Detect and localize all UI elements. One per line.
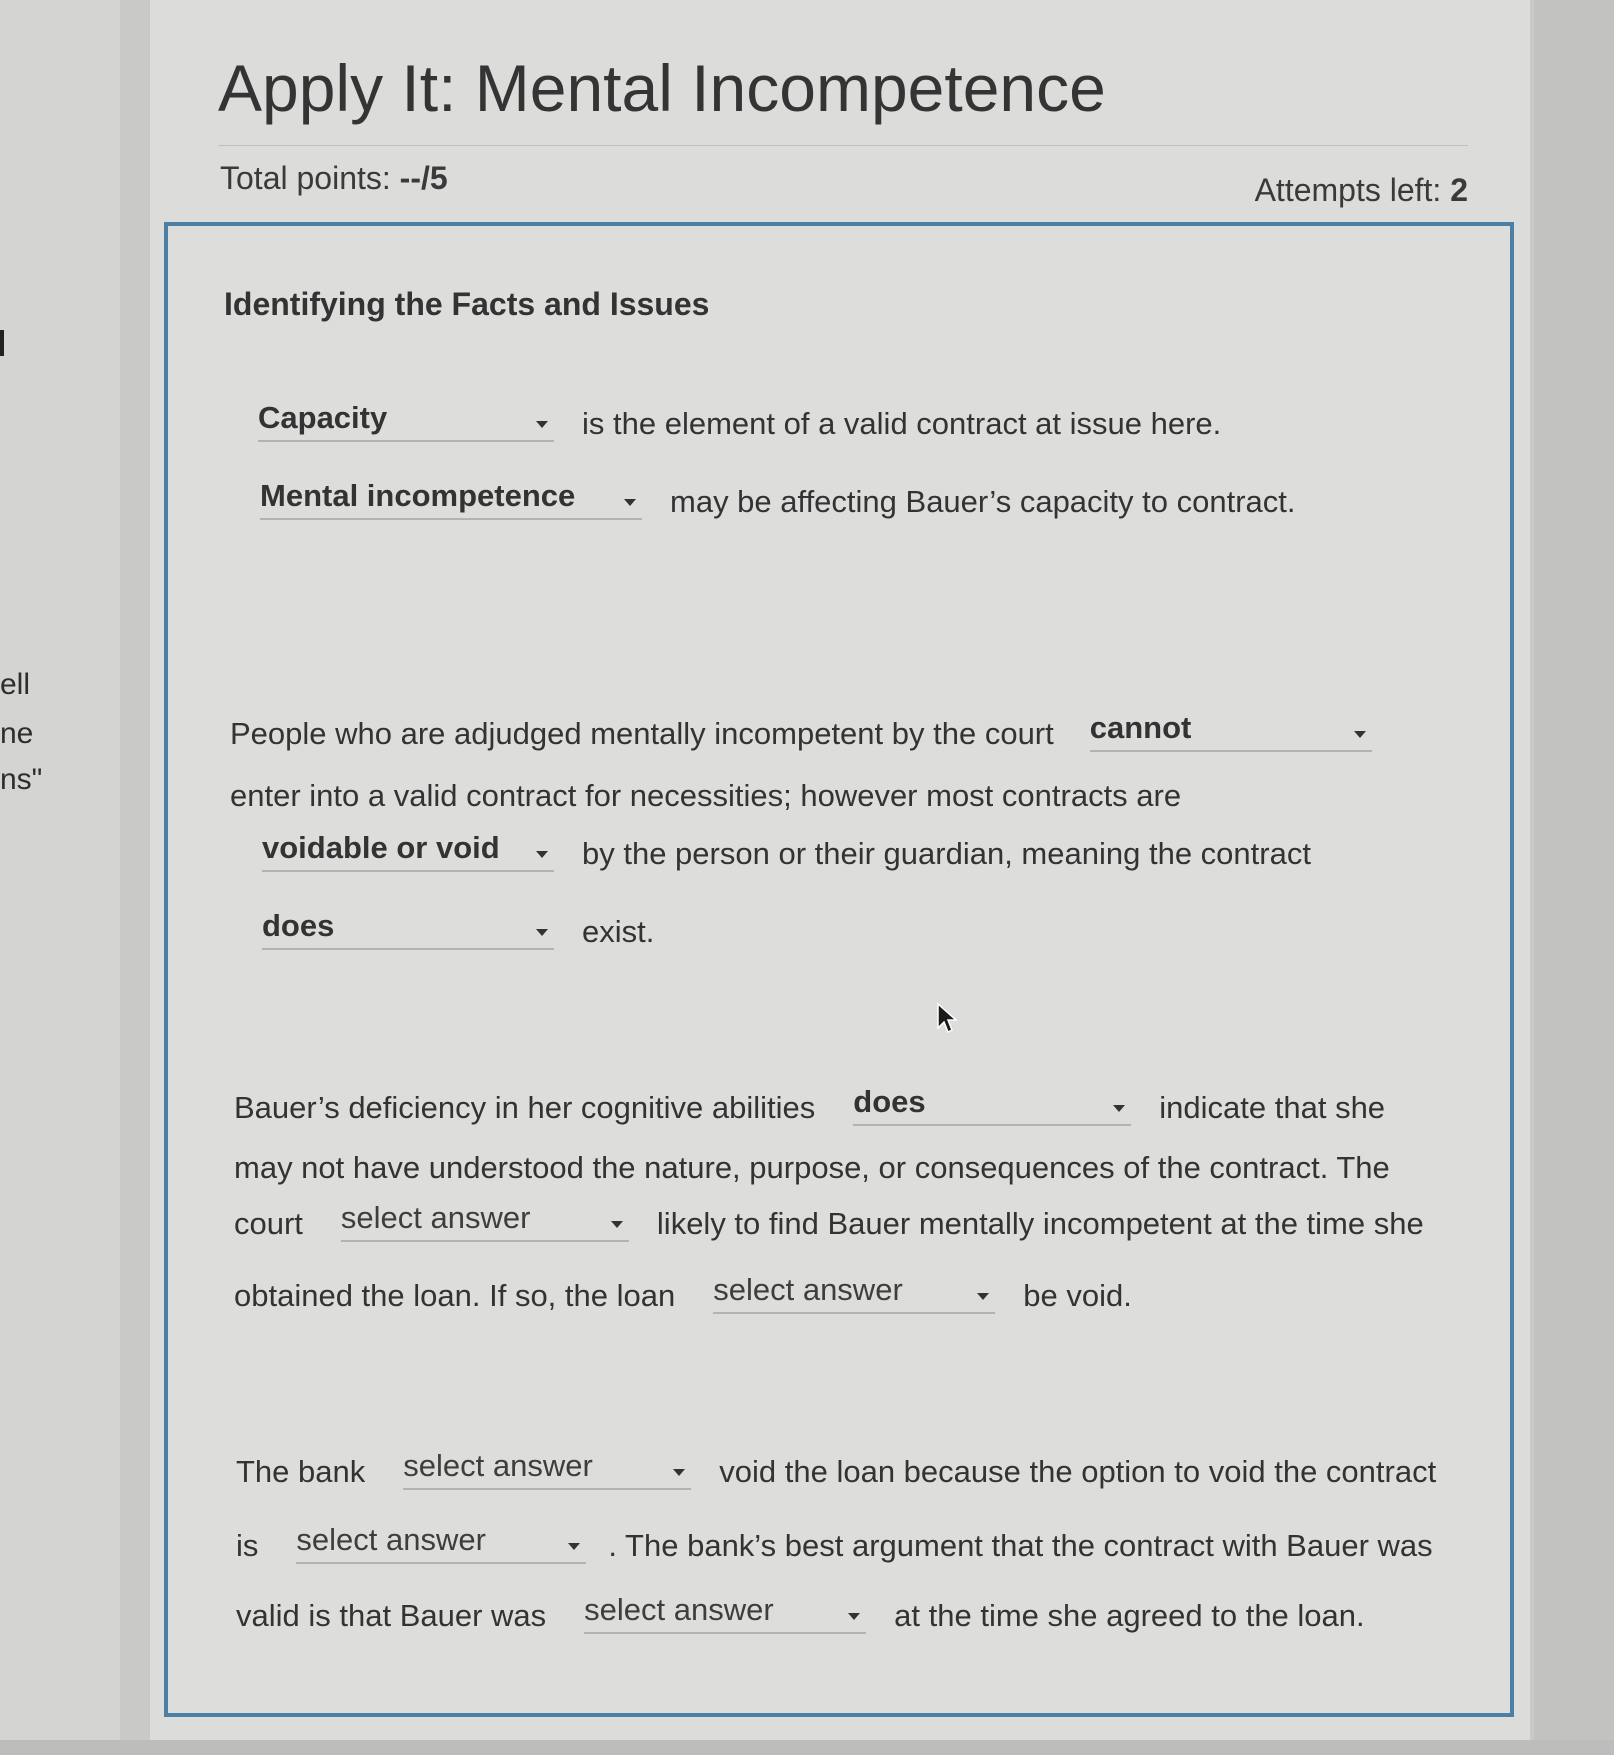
sentence-line bbox=[262, 902, 654, 950]
bauer-state-dropdown[interactable] bbox=[584, 1592, 866, 1634]
chevron-down-icon bbox=[611, 1221, 623, 1228]
sentence-line bbox=[258, 394, 1221, 442]
background-bottom-edge bbox=[0, 1740, 1614, 1755]
dropdown-value: cannot bbox=[1089, 710, 1192, 745]
dropdown-value: select answer bbox=[584, 1592, 774, 1627]
chevron-down-icon bbox=[568, 1543, 580, 1550]
dropdown-value: does bbox=[853, 1084, 926, 1119]
sentence-line bbox=[234, 1194, 1424, 1242]
dropdown-value: does bbox=[262, 908, 335, 943]
cognitive-dropdown[interactable] bbox=[853, 1084, 1131, 1126]
sentence-text: may not have understood the nature, purpose, or consequences of the contract. The bbox=[234, 1150, 1390, 1185]
sentence-text: at the time she agreed to the loan. bbox=[894, 1598, 1365, 1633]
dropdown-value: select answer bbox=[340, 1200, 531, 1235]
chevron-down-icon bbox=[848, 1613, 860, 1620]
chevron-down-icon bbox=[536, 421, 548, 428]
sentence-text: Bauer’s deficiency in her cognitive abilities bbox=[234, 1090, 816, 1125]
sentence-text: . The bank’s best argument that the contract with Bauer was bbox=[608, 1528, 1433, 1563]
section-heading: Identifying the Facts and Issues bbox=[224, 286, 710, 322]
sentence-line bbox=[230, 766, 1181, 814]
loan-void-dropdown[interactable] bbox=[713, 1272, 995, 1314]
total-points-value: --/5 bbox=[399, 160, 448, 196]
attempts-value: 2 bbox=[1450, 172, 1468, 208]
adjudged-dropdown[interactable] bbox=[1090, 710, 1372, 752]
question-page bbox=[150, 0, 1530, 1755]
chevron-down-icon bbox=[1354, 731, 1366, 738]
question-box bbox=[164, 222, 1514, 1717]
left-text-fragment: ns" bbox=[0, 763, 43, 796]
sentence-text: be void. bbox=[1023, 1278, 1132, 1313]
mouse-cursor-icon bbox=[936, 1002, 958, 1034]
sentence-text: exist. bbox=[582, 914, 655, 949]
issue-dropdown[interactable] bbox=[260, 478, 642, 520]
sentence-text: may be affecting Bauer’s capacity to contract. bbox=[670, 484, 1296, 519]
sentence-text: is bbox=[236, 1528, 259, 1563]
sentence-text: indicate that she bbox=[1159, 1090, 1386, 1125]
sentence-text: The bank bbox=[236, 1454, 366, 1489]
dropdown-value: voidable or void bbox=[262, 830, 500, 865]
element-dropdown[interactable] bbox=[258, 400, 554, 442]
sentence-text: is the element of a valid contract at issue here. bbox=[582, 406, 1222, 441]
option-holder-dropdown[interactable] bbox=[296, 1522, 586, 1564]
sentence-line bbox=[236, 1586, 1365, 1634]
dropdown-value: select answer bbox=[296, 1522, 486, 1557]
sentence-line bbox=[230, 704, 1372, 752]
contract-status-dropdown[interactable] bbox=[262, 830, 554, 872]
background-right-panel bbox=[1534, 0, 1614, 1755]
sentence-text: court bbox=[234, 1206, 303, 1241]
sentence-text: People who are adjudged mentally incompetent by the court bbox=[230, 716, 1054, 751]
bank-void-dropdown[interactable] bbox=[403, 1448, 691, 1490]
background-left-panel bbox=[0, 0, 120, 1755]
title-divider bbox=[218, 145, 1468, 146]
page-title: Apply It: Mental Incompetence bbox=[218, 51, 1106, 125]
left-text-fragment: ne bbox=[0, 717, 34, 750]
sentence-text: enter into a valid contract for necessities; however most contracts are bbox=[230, 778, 1182, 813]
sentence-line bbox=[260, 472, 1296, 520]
dropdown-value: select answer bbox=[713, 1272, 903, 1307]
sentence-text: void the loan because the option to void the contract bbox=[719, 1454, 1437, 1489]
chevron-down-icon bbox=[624, 499, 636, 506]
sentence-line bbox=[234, 1138, 1390, 1186]
chevron-down-icon bbox=[536, 851, 548, 858]
attempts-label: Attempts left: bbox=[1254, 172, 1442, 208]
total-points-label: Total points: bbox=[220, 160, 391, 196]
sentence-text: likely to find Bauer mentally incompetent at the time she bbox=[656, 1206, 1424, 1241]
total-points bbox=[220, 160, 448, 197]
sentence-line bbox=[236, 1516, 1433, 1564]
sentence-line bbox=[234, 1078, 1385, 1126]
dropdown-value: select answer bbox=[403, 1448, 593, 1483]
attempts-left bbox=[1255, 172, 1468, 209]
sentence-line bbox=[234, 1266, 1132, 1314]
chevron-down-icon bbox=[977, 1293, 989, 1300]
left-text-fragment: ell bbox=[0, 668, 31, 701]
left-edge-mark bbox=[0, 330, 4, 356]
sentence-line bbox=[236, 1442, 1436, 1490]
chevron-down-icon bbox=[673, 1469, 685, 1476]
sentence-text: valid is that Bauer was bbox=[236, 1598, 547, 1633]
sentence-text: obtained the loan. If so, the loan bbox=[234, 1278, 676, 1313]
dropdown-value: Capacity bbox=[258, 400, 388, 435]
court-finding-dropdown[interactable] bbox=[341, 1200, 629, 1242]
contract-exists-dropdown[interactable] bbox=[262, 908, 554, 950]
chevron-down-icon bbox=[1113, 1105, 1125, 1112]
dropdown-value: Mental incompetence bbox=[260, 478, 576, 513]
sentence-text: by the person or their guardian, meaning the contract bbox=[582, 836, 1311, 871]
chevron-down-icon bbox=[536, 929, 548, 936]
sentence-line bbox=[262, 824, 1311, 872]
